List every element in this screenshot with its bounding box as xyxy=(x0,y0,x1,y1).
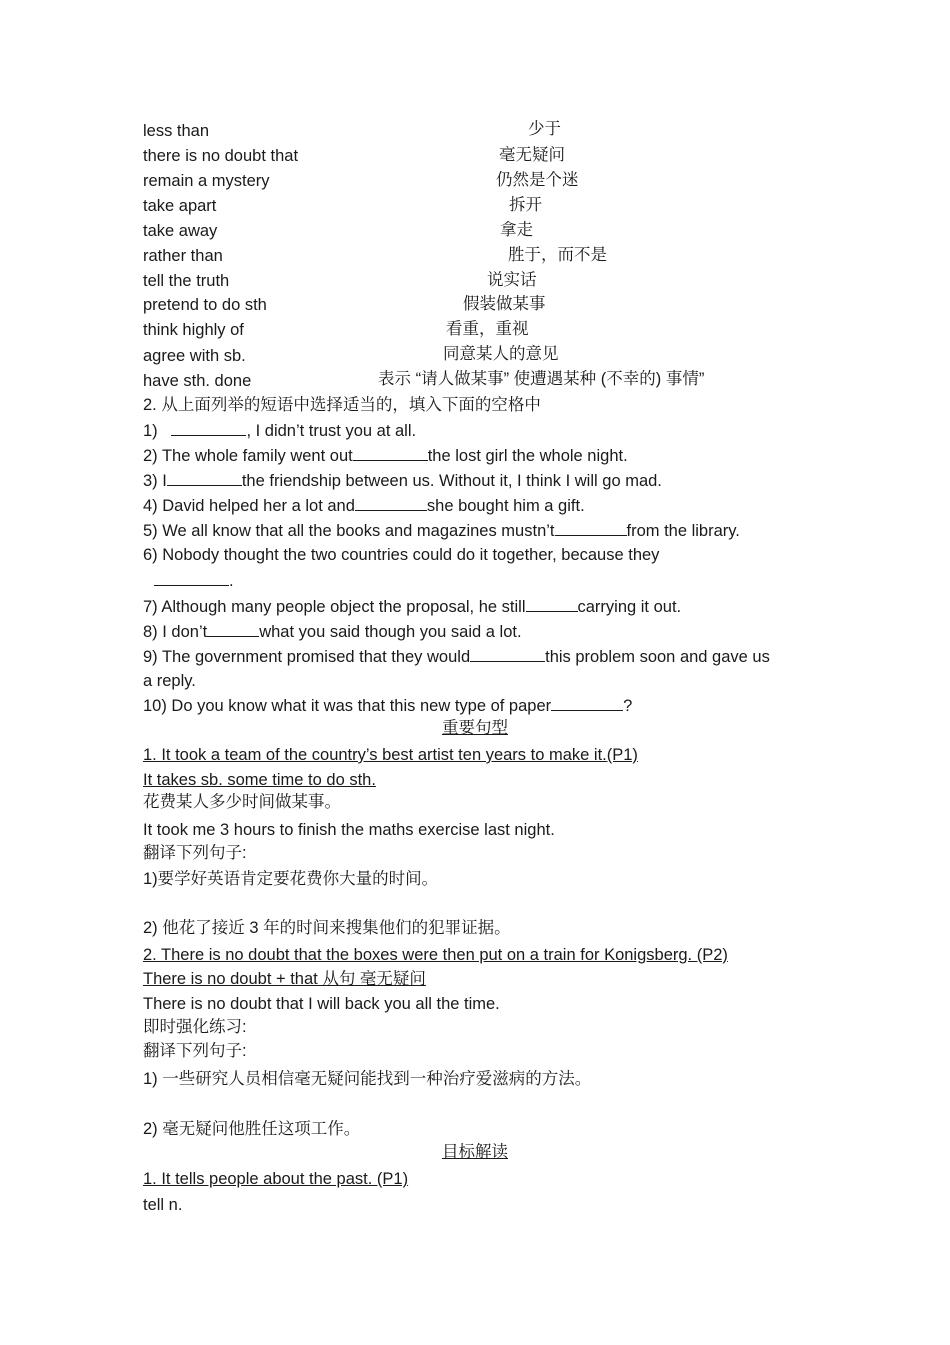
phrase-zh: 假装做某事 xyxy=(463,295,546,313)
answer-blank[interactable] xyxy=(355,495,427,511)
translate-label: 翻译下列句子: xyxy=(143,844,247,862)
translate-item: 1)要学好英语肯定要花费你大量的时间。 xyxy=(143,870,439,888)
exercise-question-10: 10) Do you know what it was that this new type of paper ? xyxy=(143,697,633,715)
phrase-zh: 拆开 xyxy=(509,196,542,214)
phrase-zh: 看重，重视 xyxy=(446,320,529,338)
answer-blank[interactable] xyxy=(555,520,627,536)
phrase-en: think highly of xyxy=(143,321,244,339)
exercise-question-5: 5) We all know that all the books and magazines mustn’t from the library. xyxy=(143,522,740,540)
exercise-question-6-continued: . xyxy=(154,570,234,591)
goal-sentence-1: 1. It tells people about the past. (P1) xyxy=(143,1170,409,1188)
phrase-en: have sth. done xyxy=(143,372,252,390)
phrase-en: agree with sb. xyxy=(143,347,246,365)
exercise-question-1: 1) , I didn’t trust you at all. xyxy=(143,422,417,440)
phrase-en: there is no doubt that xyxy=(143,147,299,165)
pattern-example-2: There is no doubt that I will back you all the time. xyxy=(143,995,500,1013)
exercise-question-9: 9) The government promised that they would this problem soon and gave us xyxy=(143,648,770,666)
phrase-en: less than xyxy=(143,122,210,140)
exercise-question-9-continued: a reply. xyxy=(143,672,196,690)
answer-blank[interactable] xyxy=(551,695,623,711)
phrase-zh: 少于 xyxy=(528,120,561,138)
translate-item: 1) 一些研究人员相信毫无疑问能找到一种治疗爱滋病的方法。 xyxy=(143,1070,592,1088)
practice-label: 即时强化练习: xyxy=(143,1018,247,1036)
translate-label: 翻译下列句子: xyxy=(143,1042,247,1060)
answer-blank[interactable] xyxy=(167,470,242,486)
translate-item: 2) 毫无疑问他胜任这项工作。 xyxy=(143,1120,361,1138)
phrase-zh: 表示 “请人做某事” 使遭遇某种 (不幸的) 事情” xyxy=(378,370,705,388)
pattern-rule-1: It takes sb. some time to do sth. xyxy=(143,771,376,789)
exercise-question-4: 4) David helped her a lot and she bought him a gift. xyxy=(143,497,585,515)
answer-blank[interactable] xyxy=(154,570,229,586)
phrase-zh: 胜于，而不是 xyxy=(508,246,607,264)
phrase-en: take apart xyxy=(143,197,217,215)
phrase-en: remain a mystery xyxy=(143,172,270,190)
section-heading-goals: 目标解读 xyxy=(442,1143,508,1161)
pattern-sentence-1: 1. It took a team of the country’s best artist ten years to make it.(P1) xyxy=(143,746,638,764)
exercise-question-8: 8) I don’t what you said though you said a lot. xyxy=(143,623,522,641)
answer-blank[interactable] xyxy=(470,646,545,662)
phrase-en: rather than xyxy=(143,247,223,265)
phrase-en: tell the truth xyxy=(143,272,230,290)
pattern-sentence-2: 2. There is no doubt that the boxes were then put on a train for Konigsberg. (P2) xyxy=(143,946,728,964)
answer-blank[interactable] xyxy=(207,621,259,637)
exercise-question-3: 3) I the friendship between us. Without it, I think I will go mad. xyxy=(143,472,662,490)
phrase-zh: 说实话 xyxy=(487,271,537,289)
pattern-example-1: It took me 3 hours to finish the maths exercise last night. xyxy=(143,821,555,839)
translate-item: 2) 他花了接近 3 年的时间来搜集他们的犯罪证据。 xyxy=(143,919,511,937)
phrase-zh: 同意某人的意见 xyxy=(443,345,559,363)
phrase-zh: 拿走 xyxy=(500,221,533,239)
exercise-heading: 2. 从上面列举的短语中选择适当的，填入下面的空格中 xyxy=(143,396,541,414)
exercise-question-6: 6) Nobody thought the two countries could do it together, because they xyxy=(143,546,660,564)
section-heading-patterns: 重要句型 xyxy=(442,719,508,737)
phrase-zh: 仍然是个迷 xyxy=(496,171,579,189)
goal-word: tell n. xyxy=(143,1196,183,1214)
pattern-meaning-1: 花费某人多少时间做某事。 xyxy=(143,793,341,811)
phrase-en: take away xyxy=(143,222,218,240)
pattern-rule-2: There is no doubt + that 从句 毫无疑问 xyxy=(143,970,426,988)
exercise-question-7: 7) Although many people object the proposal, he still carrying it out. xyxy=(143,598,682,616)
answer-blank[interactable] xyxy=(171,420,246,436)
exercise-question-2: 2) The whole family went out the lost girl the whole night. xyxy=(143,447,628,465)
phrase-en: pretend to do sth xyxy=(143,296,267,314)
answer-blank[interactable] xyxy=(353,445,428,461)
answer-blank[interactable] xyxy=(526,596,578,612)
phrase-zh: 毫无疑问 xyxy=(499,146,565,164)
